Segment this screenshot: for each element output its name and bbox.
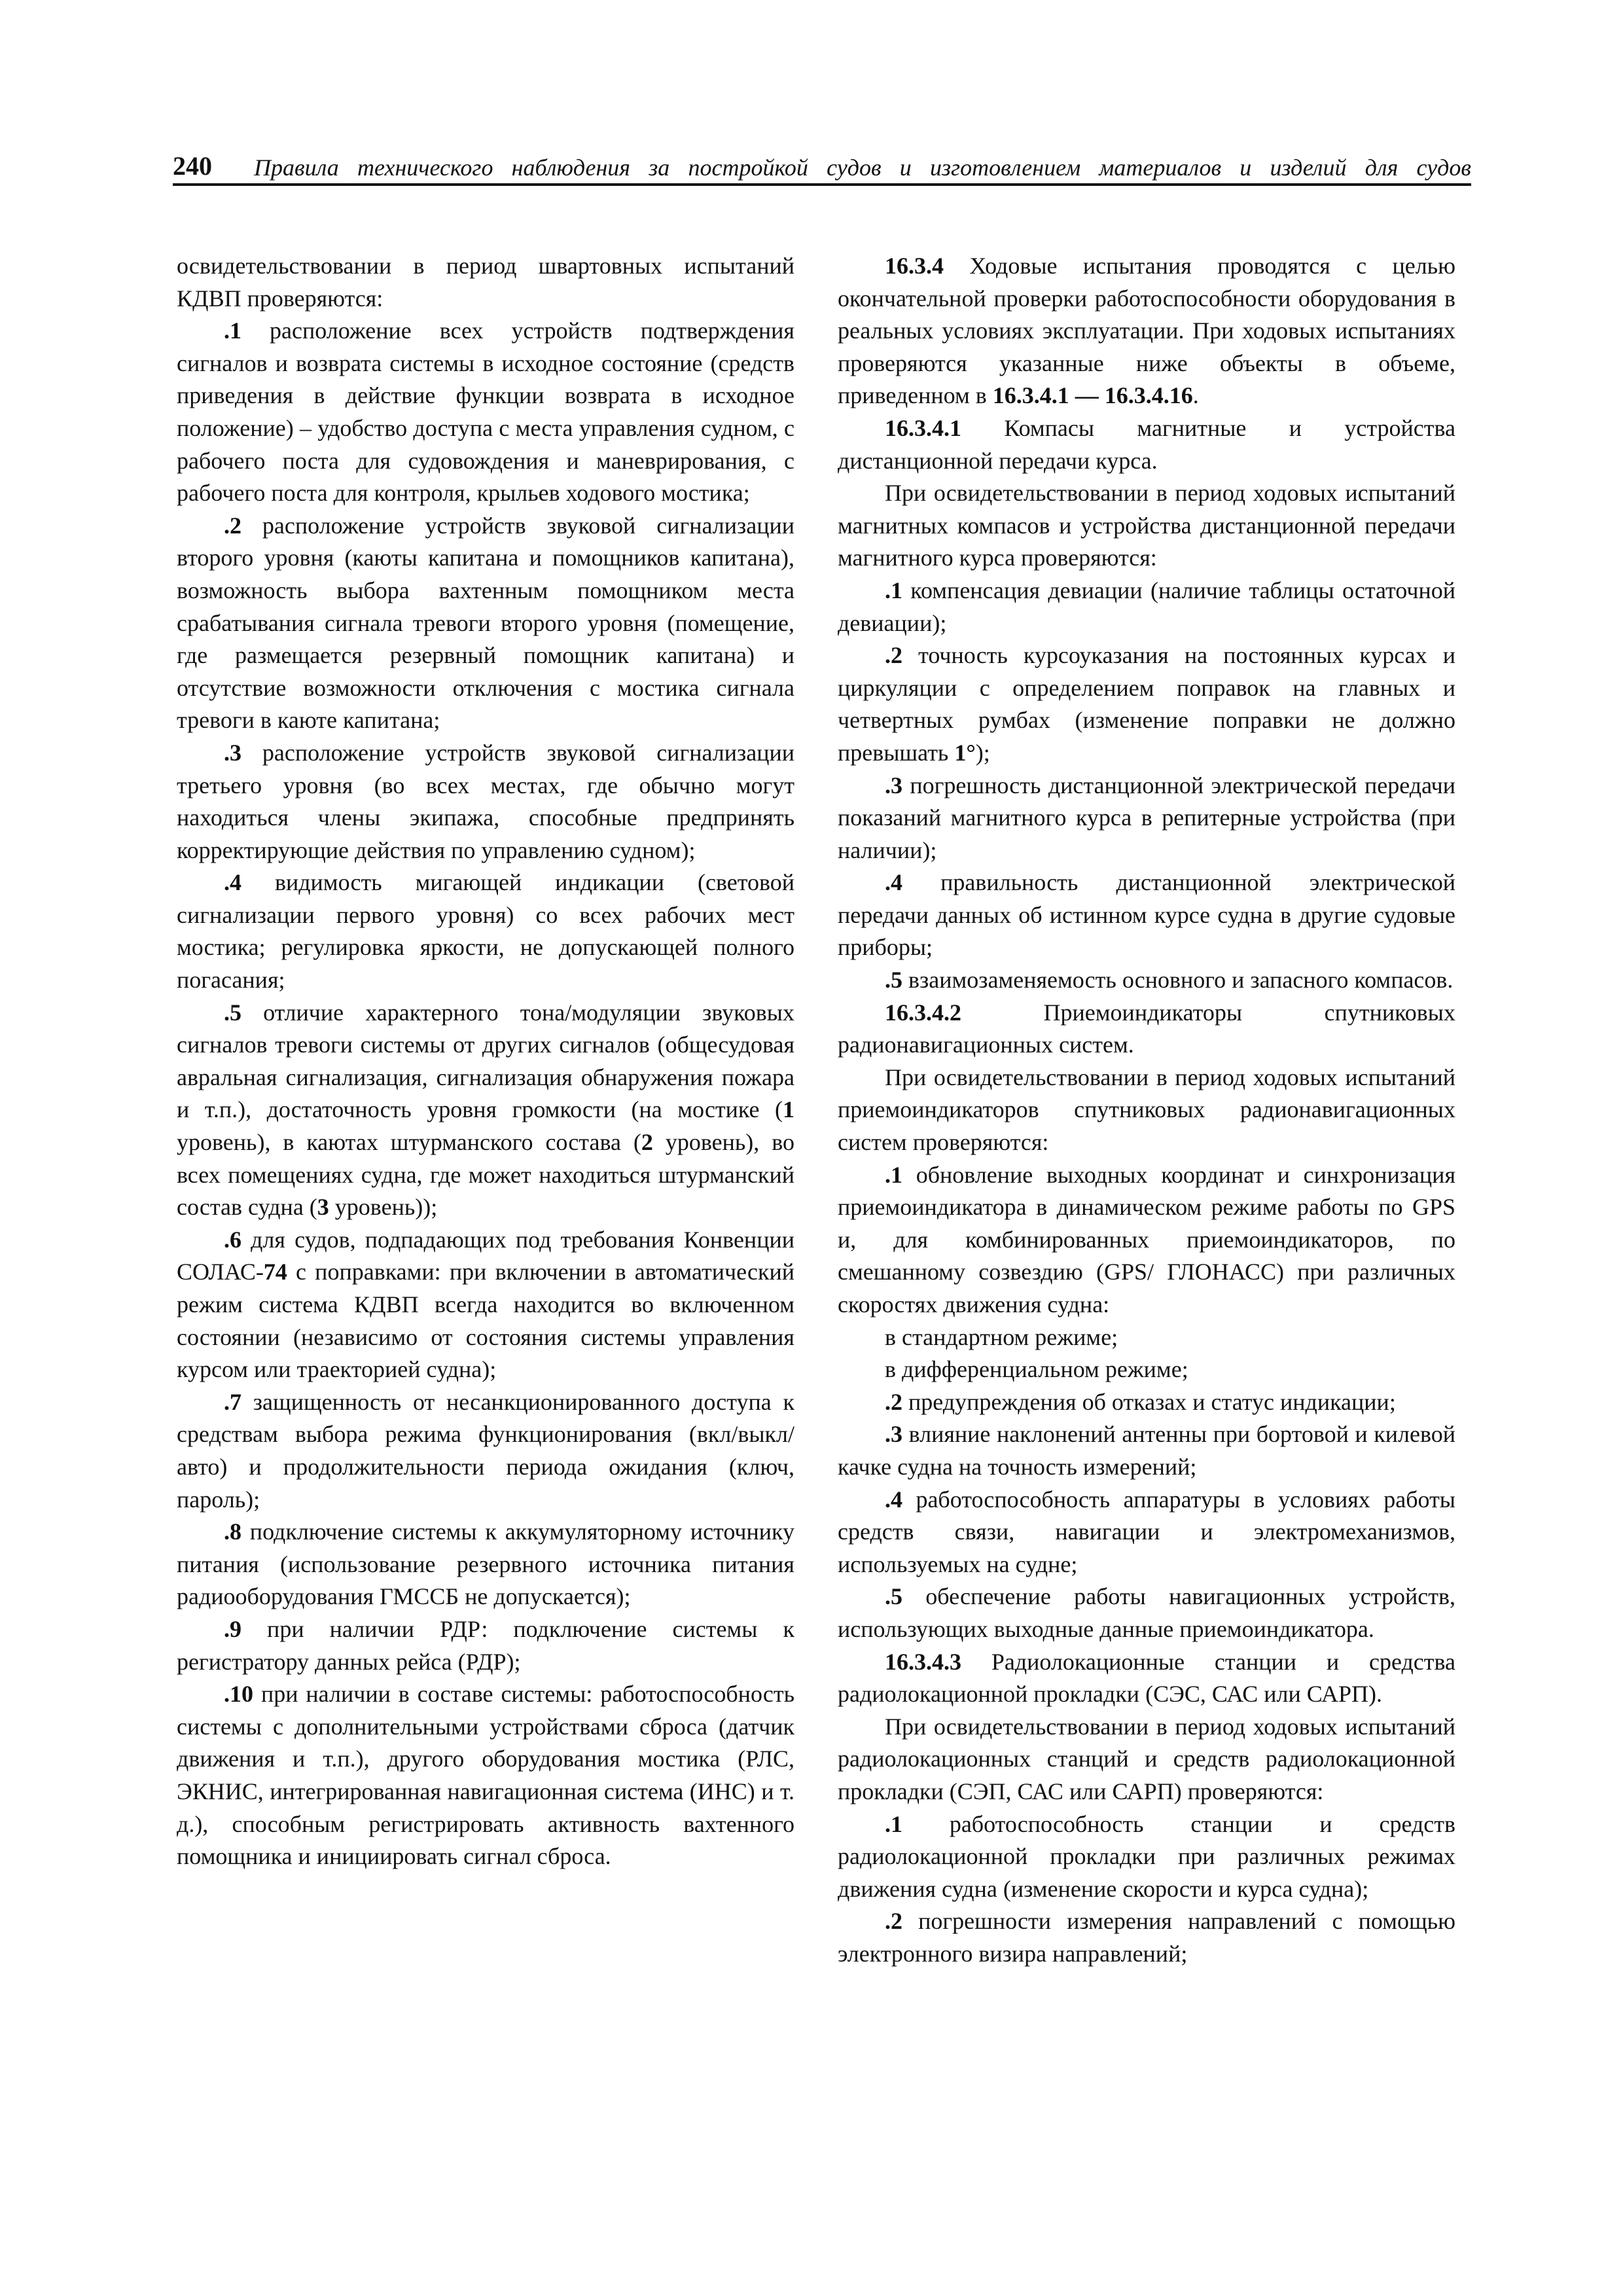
paragraph-text: освидетельствовании в период швартовных испытаний КДВП проверяются: (177, 253, 794, 312)
list-item (838, 1484, 1455, 1581)
paragraph (177, 250, 794, 315)
paragraph-text: При освидетельствовании в период ходовых испытаний приемоиндикаторов спутниковых радионавигационных систем проверяются: (838, 1064, 1455, 1156)
item-number: .3 (224, 739, 241, 766)
section-title: Радиолокационные станции и средства радиолокационной прокладки (СЭС, САС или САРП). (838, 1648, 1455, 1708)
item-text: при наличии РДР: подключение системы к регистратору данных рейса (РДР); (177, 1615, 794, 1675)
item-number: .2 (885, 642, 902, 669)
item-text: уровень)); (329, 1194, 438, 1221)
item-text: расположение устройств звуковой сигнализации второго уровня (каюты капитана и помощников капитана), возможность выбора вахтенным помощником места срабатывания сигнала тревоги второго уровня (помещение, где размещается резервный помощник капитана) и отсутствие возможности отключения с мостика сигнала тревоги в каюте капитана; (177, 512, 794, 734)
item-number: .2 (885, 1388, 902, 1415)
paragraph-text: При освидетельствовании в период ходовых испытаний радиолокационных станций и средств радиолокационной прокладки (СЭП, САС или САРП) проверяются: (838, 1713, 1455, 1804)
item-text: взаимозаменяемость основного и запасного компасов. (902, 967, 1454, 994)
item-number: .3 (885, 1421, 902, 1448)
item-number: .9 (224, 1615, 241, 1642)
item-number: .5 (885, 967, 902, 994)
item-number: .10 (224, 1681, 253, 1708)
list-item (177, 1678, 794, 1873)
item-number: .7 (224, 1388, 241, 1415)
section-heading (838, 412, 1455, 477)
item-text: видимость мигающей индикации (световой сигнализации первого уровня) со всех рабочих мест мостика; регулировка яркости, не допускающей полного погасания; (177, 869, 794, 994)
section-title: Компасы магнитные и устройства дистанционной передачи курса. (838, 414, 1455, 474)
list-item (838, 639, 1455, 769)
list-item (177, 1516, 794, 1613)
item-number: .1 (885, 577, 902, 603)
item-number: .5 (885, 1583, 902, 1610)
section-number: 16.3.4 (885, 253, 944, 279)
list-item (177, 315, 794, 510)
list-item (838, 575, 1455, 639)
list-item (838, 1808, 1455, 1906)
item-number: .2 (885, 1908, 902, 1935)
item-number: .5 (224, 999, 241, 1026)
item-text: погрешности измерения направлений с помощью электронного визира направлений; (838, 1908, 1455, 1967)
paragraph (838, 1062, 1455, 1159)
section-heading (838, 1646, 1455, 1711)
item-text: уровень), в каютах штурманского состава ( (177, 1129, 641, 1156)
item-text: влияние наклонений антенны при бортовой и килевой качке судна на точность измерений; (838, 1421, 1455, 1480)
item-text: в стандартном режиме; (885, 1323, 1118, 1350)
item-number: .1 (885, 1810, 902, 1837)
section-paragraph (838, 250, 1455, 412)
item-value: 3 (317, 1194, 329, 1221)
item-number: .4 (885, 1486, 902, 1513)
list-item (177, 1613, 794, 1678)
item-text: работоспособность аппаратуры в условиях работы средств связи, навигации и электромеханизмов, используемых на судне; (838, 1486, 1455, 1577)
item-value: 2 (641, 1129, 653, 1156)
item-number: .3 (885, 772, 902, 798)
list-item (177, 867, 794, 996)
item-number: .8 (224, 1518, 241, 1545)
list-item (838, 867, 1455, 964)
paragraph-text: Ходовые испытания проводятся с целью окончательной проверки работоспособности оборудования в реальных условиях эксплуатации. При ходовых испытаниях проверяются указанные ниже объекты в объеме, приведенном в (838, 253, 1455, 409)
item-text: погрешность дистанционной электрической передачи показаний магнитного курса в репитерные устройства (при наличии); (838, 772, 1455, 863)
list-item (838, 770, 1455, 867)
right-column (838, 250, 1455, 1970)
list-item (838, 1418, 1455, 1483)
item-text: с поправками: при включении в автоматический режим система КДВП всегда находится во включенном состоянии (независимо от состояния системы управления курсом или траекторией судна); (177, 1259, 794, 1383)
item-text: обновление выходных координат и синхронизация приемоиндикатора в динамическом режиме работы по GPS и, для комбинированных приемоиндикаторов, по смешанному созвездию (GPS/ ГЛОНАСС) при различных скоростях движения судна: (838, 1161, 1455, 1318)
item-value: 74 (263, 1259, 287, 1285)
list-item (838, 1354, 1455, 1386)
item-value: 1° (954, 739, 976, 766)
paragraph (838, 1711, 1455, 1808)
item-text: предупреждения об отказах и статус индикации; (902, 1388, 1396, 1415)
section-reference: 16.3.4.1 — 16.3.4.16 (992, 382, 1193, 409)
section-number: 16.3.4.3 (885, 1648, 961, 1675)
item-number: .2 (224, 512, 241, 539)
item-text: защищенность от несанкционированного доступа к средствам выбора режима функционирования (вкл/выкл/авто) и продолжительности периода ожидания (ключ, пароль); (177, 1388, 794, 1513)
item-text: компенсация девиации (наличие таблицы остаточной девиации); (838, 577, 1455, 636)
list-item (838, 1905, 1455, 1970)
item-number: .6 (224, 1226, 241, 1253)
item-text: отличие характерного тона/модуляции звуковых сигналов тревоги системы от других сигналов (общесудовая авральная сигнализация, сигнализация обнаружения пожара и т.п.), достаточность уровня громкости (на мостике ( (177, 999, 794, 1123)
page-number: 240 (173, 151, 212, 181)
list-item (838, 964, 1455, 997)
item-text: расположение устройств звуковой сигнализации третьего уровня (во всех местах, где обычно могут находиться члены экипажа, способные предпринять корректирующие действия по управлению судном); (177, 739, 794, 863)
item-value: 1 (783, 1096, 794, 1123)
paragraph-text: При освидетельствовании в период ходовых испытаний магнитных компасов и устройства дистанционной передачи магнитного курса проверяются: (838, 480, 1455, 571)
list-item (177, 997, 794, 1224)
item-text: для судов, подпадающих под требования Конвенции СОЛАС- (177, 1226, 794, 1285)
list-item (838, 1159, 1455, 1321)
list-item (177, 510, 794, 737)
item-text: ); (975, 739, 990, 766)
item-number: .4 (885, 869, 902, 896)
item-text: обеспечение работы навигационных устройств, использующих выходные данные приемоиндикатора. (838, 1583, 1455, 1642)
list-item (177, 1224, 794, 1386)
paragraph-text: . (1192, 382, 1199, 409)
paragraph (838, 477, 1455, 575)
list-item (838, 1386, 1455, 1419)
list-item (838, 1581, 1455, 1645)
item-number: .4 (224, 869, 241, 896)
item-number: .1 (885, 1161, 902, 1188)
section-number: 16.3.4.2 (885, 999, 961, 1026)
item-text: точность курсоуказания на постоянных курсах и циркуляции с определением поправок на главных и четвертных румбах (изменение поправки не должно превышать (838, 642, 1455, 766)
list-item (177, 1386, 794, 1516)
running-header (173, 143, 1471, 186)
list-item (838, 1321, 1455, 1354)
item-text: при наличии в составе системы: работоспособность системы с дополнительными устройствами сброса (датчик движения и т.п.), другого оборудования мостика (РЛС, ЭКНИС, интегрированная навигационная система (ИНС) и т. д.), способным регистрировать активность вахтенного помощника и инициировать сигнал сброса. (177, 1681, 794, 1870)
section-title: Приемоиндикаторы спутниковых радионавигационных систем. (838, 999, 1455, 1058)
left-column (177, 250, 794, 1873)
item-text: в дифференциальном режиме; (885, 1356, 1188, 1383)
list-item (177, 737, 794, 867)
item-text: уровень), во всех помещениях судна, где может находиться штурманский состав судна ( (177, 1129, 794, 1221)
item-text: правильность дистанционной электрической передачи данных об истинном курсе судна в другие судовые приборы; (838, 869, 1455, 961)
item-text: расположение всех устройств подтверждения сигналов и возврата системы в исходное состояние (средств приведения в действие функции возврата в исходное положение) – удобство доступа с места управления судном, с рабочего поста для судовождения и маневрирования, с рабочего поста для контроля, крыльев ходового мостика; (177, 317, 794, 507)
item-number: .1 (224, 317, 241, 344)
running-title: Правила технического наблюдения за постройкой судов и изготовлением материалов и изделий для судов (254, 154, 1471, 181)
item-text: работоспособность станции и средств радиолокационной прокладки при различных режимах движения судна (изменение скорости и курса судна); (838, 1810, 1455, 1902)
section-heading (838, 997, 1455, 1062)
item-text: подключение системы к аккумуляторному источнику питания (использование резервного источника питания радиооборудования ГМССБ не допускается); (177, 1518, 794, 1610)
section-number: 16.3.4.1 (885, 414, 961, 441)
